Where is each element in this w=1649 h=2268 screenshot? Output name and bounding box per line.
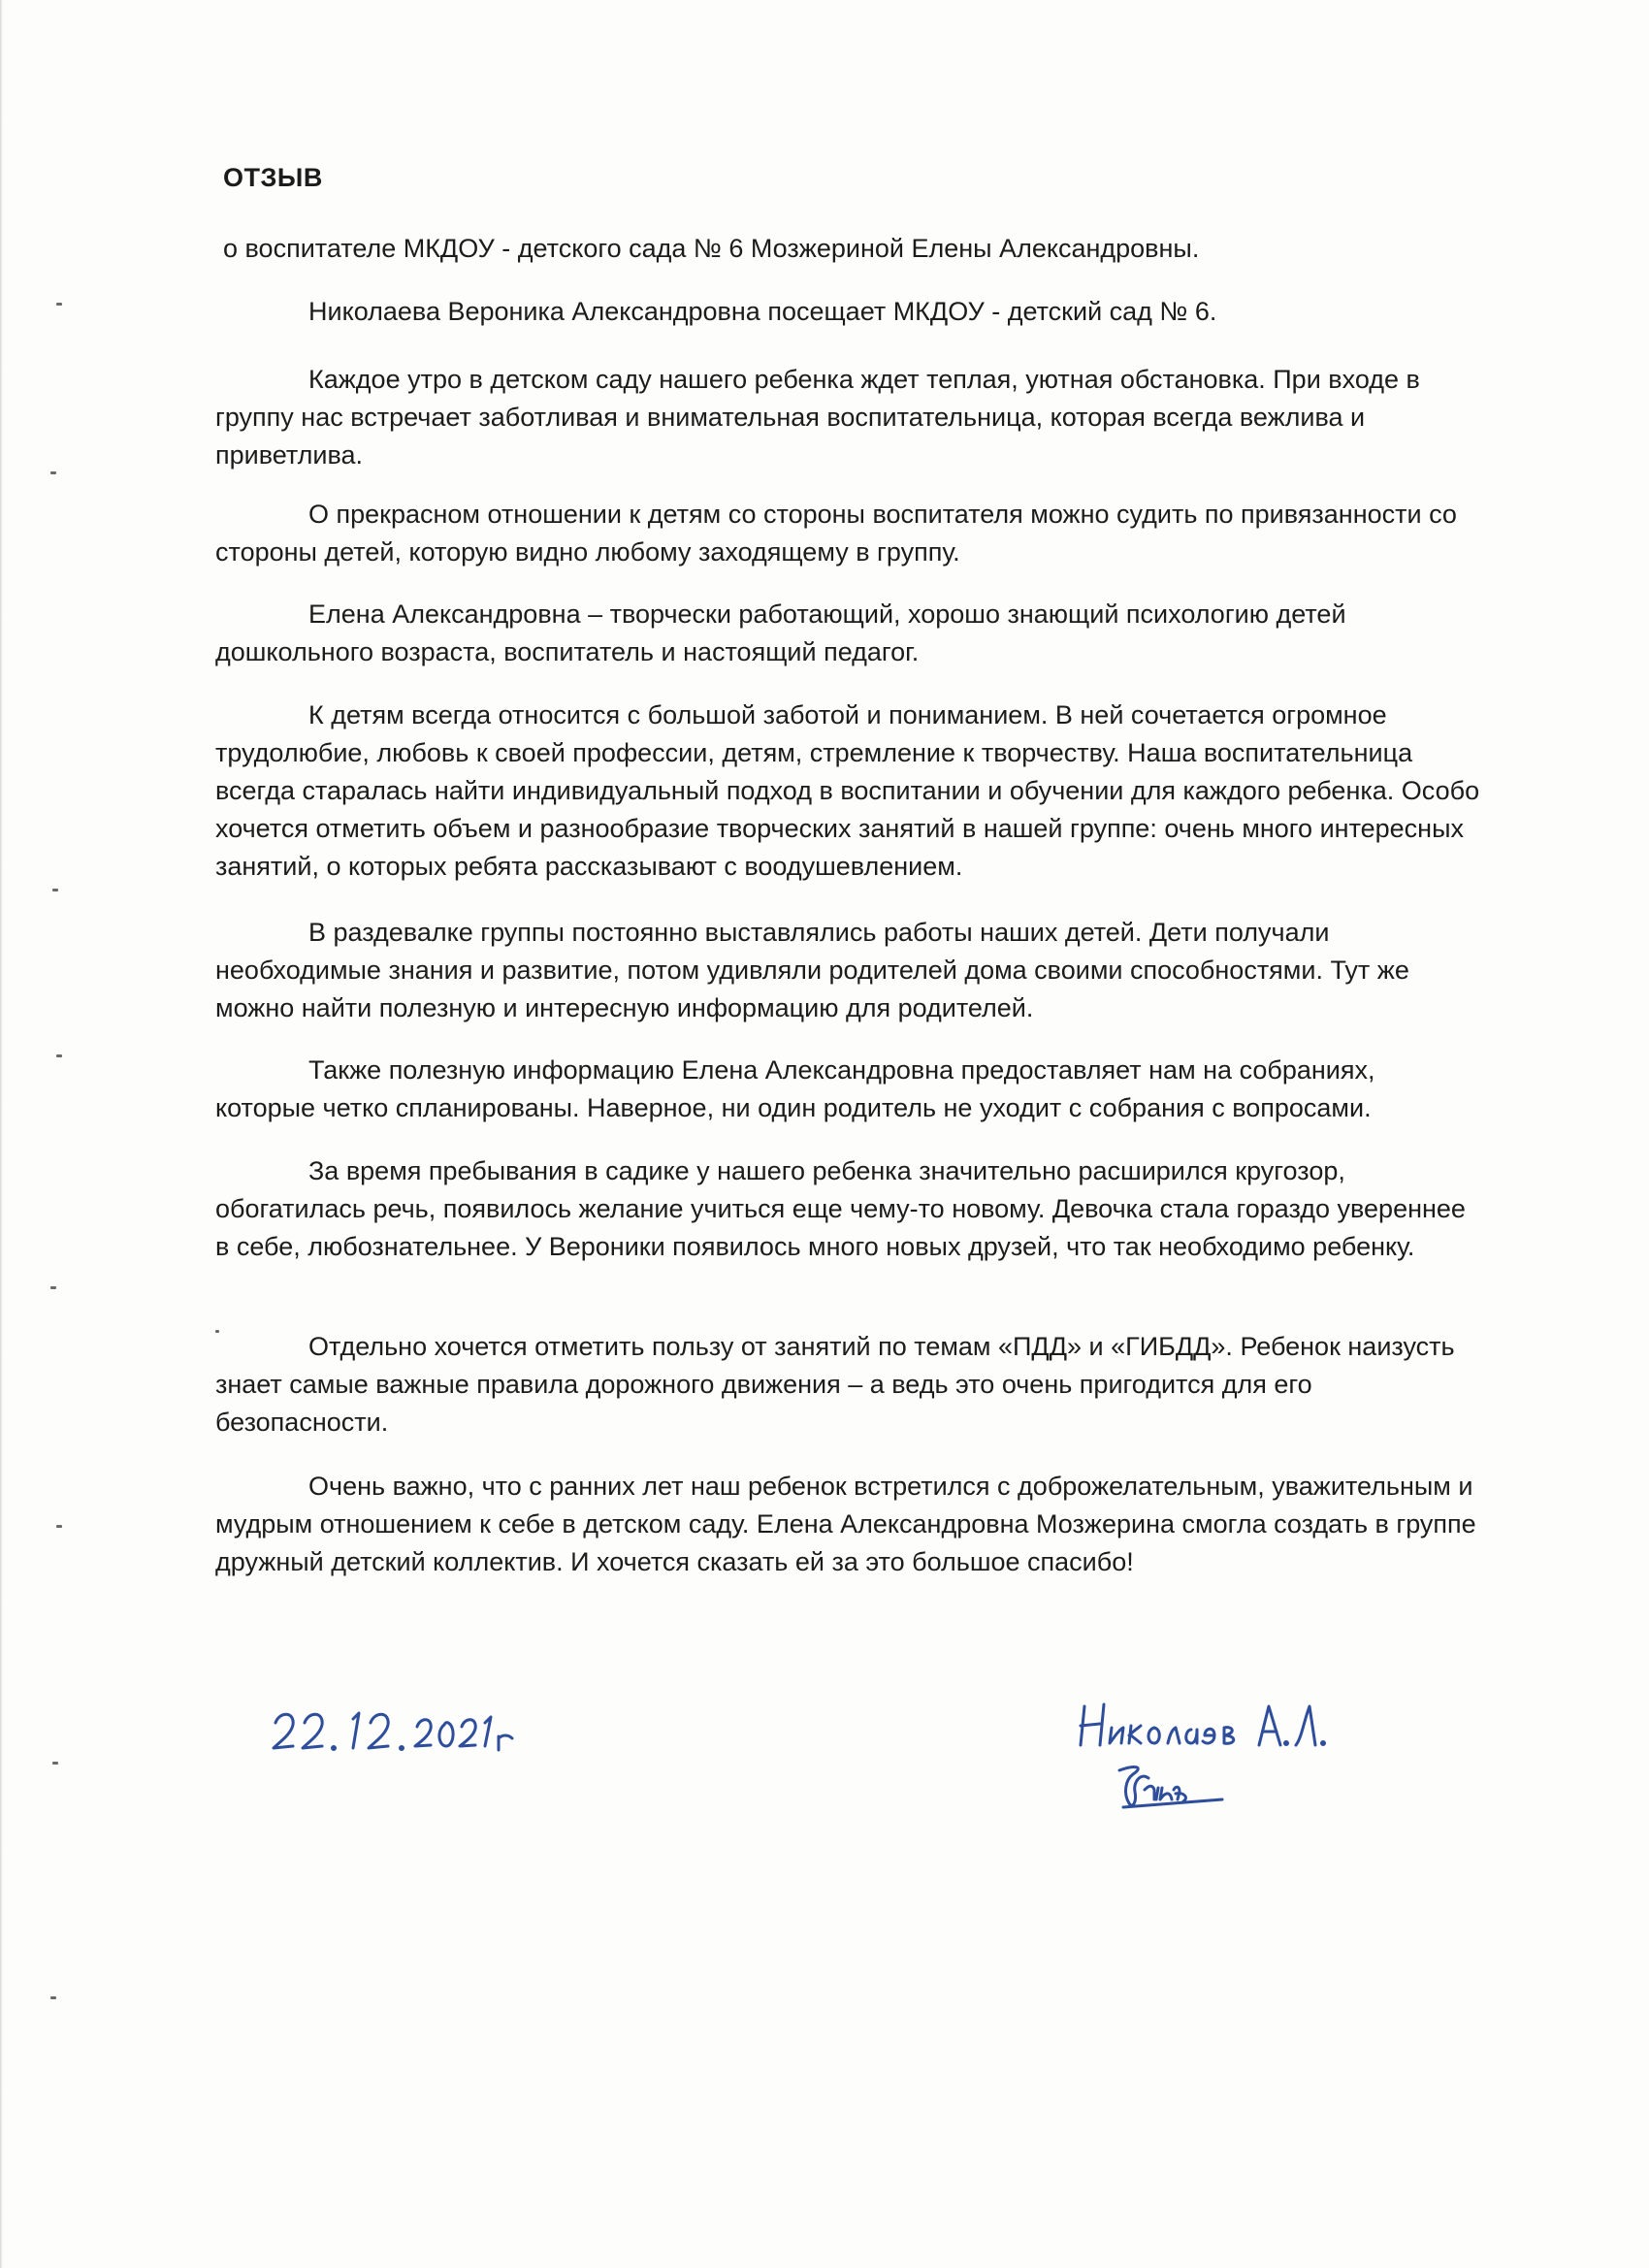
paragraph: Николаева Вероника Александровна посещает МКДОУ - детский сад № 6. [308,297,1217,326]
scan-artifact [52,889,58,891]
handwritten-date [270,1698,551,1766]
scan-artifact [50,471,56,474]
paragraph: Каждое утро в детском саду нашего ребенка ждет теплая, уютная обстановка. При входе в группу нас встречает заботливая и внимательная воспитательница, которая всегда вежлива и приветлива. [215,365,1420,470]
document-title: ОТЗЫВ [223,163,323,192]
paragraph: Отдельно хочется отметить пользу от занятий по темам «ПДД» и «ГИБДД». Ребенок наизусть знает самые важные правила дорожного движения – а ведь это очень пригодится для его безопасности. [215,1332,1455,1437]
document-subtitle: о воспитателе МКДОУ - детского сада № 6 Мозжериной Елены Александровны. [223,234,1200,263]
paragraph: К детям всегда относится с большой заботой и пониманием. В ней сочетается огромное трудолюбие, любовь к своей профессии, детям, стремление к творчеству. Наша воспитательница всегда старалась найти индивидуальный подход в воспитании и обучении для каждого ребенка. Особо хочется отметить объем и разнообразие творческих занятий в нашей группе: очень много интересных занятий, о которых ребята рассказывают с воодушевлением. [215,700,1480,881]
scan-artifact [56,303,62,306]
scan-artifact [50,1286,56,1289]
scan-artifact [56,1525,62,1528]
paragraph: Также полезную информацию Елена Александровна предоставляет нам на собраниях, которые четко спланированы. Наверное, ни один родитель не уходит с собрания с вопросами. [215,1055,1375,1122]
paragraph: Очень важно, что с ранних лет наш ребенок встретился с доброжелательным, уважительным и мудрым отношением к себе в детском саду. Елена Александровна Мозжерина смогла создать в группе дружный детский коллектив. И хочется сказать ей за это большое спасибо! [215,1472,1476,1576]
scan-artifact [52,1762,58,1765]
scan-artifact [56,1054,62,1057]
signature-mark [1116,1751,1232,1819]
paragraph: О прекрасном отношении к детям со стороны воспитателя можно судить по привязанности со стороны детей, которую видно любому заходящему в группу. [215,500,1457,567]
scan-artifact [50,1996,56,1999]
paragraph: За время пребывания в садике у нашего ребенка значительно расширился кругозор, обогатилась речь, появилось желание учиться еще чему-то новому. Девочка стала гораздо увереннее в себе, любознательнее. У Вероники появилось много новых друзей, что так необходимо ребенку. [215,1156,1466,1261]
paragraph: В раздевалке группы постоянно выставлялись работы наших детей. Дети получали необходимые знания и развитие, потом удивляли родителей дома своими способностями. Тут же можно найти полезную и интересную информацию для родителей. [215,918,1409,1022]
paragraph: Елена Александровна – творчески работающий, хорошо знающий психологию детей дошкольного возраста, воспитатель и настоящий педагог. [215,599,1346,666]
scan-edge [0,0,3,2268]
